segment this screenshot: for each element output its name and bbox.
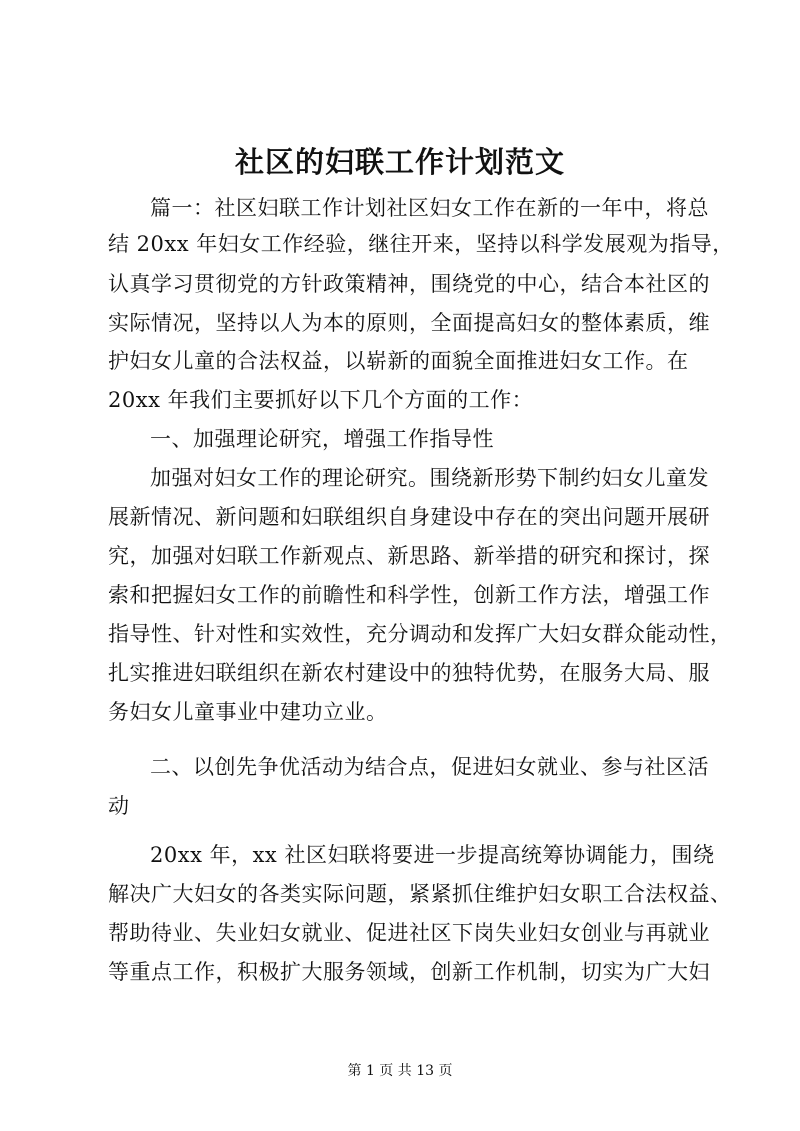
section-heading-1: 一、加强理论研究，增强工作指导性 [150,427,494,451]
body-line-5: 护妇女儿童的合法权益，以崭新的面貌全面推进妇女工作。在 [108,349,689,373]
body-line-6: 20xx 年我们主要抓好以下几个方面的工作： [108,388,534,412]
body-line-10: 究，加强对妇联工作新观点、新思路、新举措的研究和探讨，探 [108,544,710,568]
body-line-17: 20xx 年，xx 社区妇联将要进一步提高统筹协调能力，围绕 [150,843,715,867]
body-line-18: 解决广大妇女的各类实际问题，紧紧抓住维护妇女职工合法权益、 [108,882,732,906]
section-heading-2-cont: 动 [108,794,130,818]
section-heading-2: 二、以创先争优活动为结合点，促进妇女就业、参与社区活 [150,755,709,779]
body-line-2: 结 20xx 年妇女工作经验，继往开来，坚持以科学发展观为指导， [108,232,734,256]
body-line-20: 等重点工作，积极扩大服务领域，创新工作机制，切实为广大妇 [108,960,710,984]
body-line-3: 认真学习贯彻党的方针政策精神，围绕党的中心，结合本社区的 [108,272,710,296]
body-line-8: 加强对妇女工作的理论研究。围绕新形势下制约妇女儿童发 [150,466,709,490]
body-line-13: 扎实推进妇联组织在新农村建设中的独特优势，在服务大局、服 [108,661,710,685]
body-line-4: 实际情况，坚持以人为本的原则，全面提高妇女的整体素质，维 [108,311,710,335]
body-line-9: 展新情况、新问题和妇联组织自身建设中存在的突出问题开展研 [108,505,710,529]
body-line-19: 帮助待业、失业妇女就业、促进社区下岗失业妇女创业与再就业 [108,921,710,945]
page-footer: 第 1 页 共 13 页 [347,1063,453,1079]
document-title: 社区的妇联工作计划范文 [234,145,565,179]
body-line-14: 务妇女儿童事业中建功立业。 [108,700,388,724]
body-line-11: 索和把握妇女工作的前瞻性和科学性，创新工作方法，增强工作 [108,583,710,607]
body-line-12: 指导性、针对性和实效性，充分调动和发挥广大妇女群众能动性， [108,622,732,646]
body-line-1: 篇一：社区妇联工作计划社区妇女工作在新的一年中，将总 [150,196,709,220]
